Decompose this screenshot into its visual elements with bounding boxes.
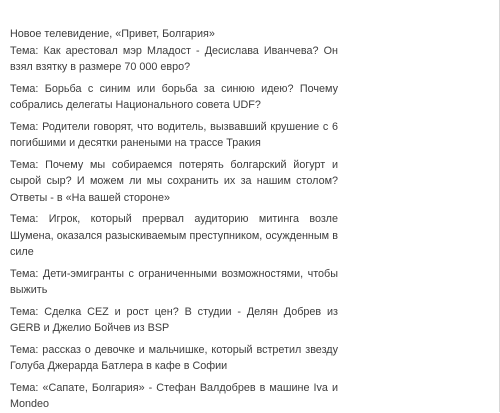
- topic-item: Тема: Дети-эмигранты с ограниченными возможностями, чтобы выжить: [10, 267, 338, 296]
- program-title: Новое телевидение, «Привет, Болгария»: [10, 28, 215, 40]
- topic-item: Тема: Игрок, который прервал аудиторию митинга возле Шумена, оказался разыскиваемым преступником, осужденным в силе: [10, 213, 338, 258]
- topic-item: Тема: Сделка CEZ и рост цен? В студии - Делян Добрев из GERB и Джелио Бойчев из BSP: [10, 305, 338, 334]
- topic-item: Тема: «Сапате, Болгария» - Стефан Валдобрев в машине Iva и Mondeo: [10, 381, 338, 410]
- topic-item: Тема: Как арестовал мэр Младост - Десислава Иванчева? Он взял взятку в размере 70 000 евро?: [10, 44, 338, 73]
- topic-item: Тема: Борьба с синим или борьба за синюю идею? Почему собрались делегаты Национального совета UDF?: [10, 82, 338, 111]
- topic-item: Тема: рассказ о девочке и мальчишке, который встретил звезду Голуба Джерарда Батлера в кафе в Софии: [10, 343, 338, 372]
- topic-item: Тема: Почему мы собираемся потерять болгарский йогурт и сырой сыр? И можем ли мы сохранить их за нашим столом? Ответы - в «На вашей стороне»: [10, 158, 338, 204]
- topic-item: Тема: Родители говорят, что водитель, вызвавший крушение с 6 погибшими и десятки ранеными на трассе Тракия: [10, 120, 338, 149]
- program-schedule: [10, 26, 338, 413]
